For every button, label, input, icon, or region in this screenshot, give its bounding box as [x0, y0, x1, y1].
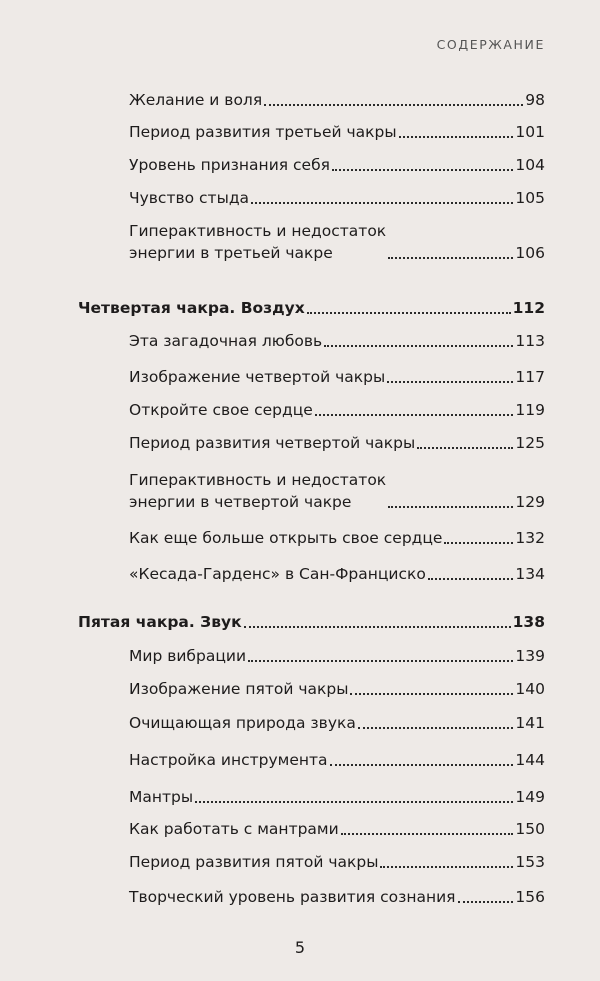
toc-entry-title: Изображение пятой чакры — [129, 680, 349, 698]
dot-leader — [428, 578, 514, 580]
dot-leader — [315, 414, 514, 416]
toc-entry — [129, 818, 545, 840]
toc-chapter-page: 112 — [512, 299, 545, 317]
toc-chapter-title: Четвертая чакра. Воздух — [78, 299, 305, 317]
toc-entry-title: Изображение четвертой чакры — [129, 368, 386, 386]
toc-entry-title: Чувство стыда — [129, 189, 250, 207]
toc-entry-page: 117 — [515, 368, 545, 386]
toc-chapter-title: Пятая чакра. Звук — [78, 613, 242, 631]
toc-entry — [129, 154, 545, 176]
toc-entry-page: 150 — [515, 820, 545, 838]
toc-entry — [129, 432, 545, 454]
toc-entry-page: 156 — [515, 888, 545, 906]
toc-entry-page: 101 — [515, 123, 545, 141]
toc-chapter — [78, 297, 545, 319]
dot-leader — [195, 801, 513, 803]
dot-leader — [244, 626, 511, 628]
toc-entry-title: Гиперактивность и недостаток энергии в третьей чакре — [129, 222, 387, 262]
toc-entry — [129, 749, 545, 771]
toc-entry — [129, 330, 545, 352]
toc-entry — [129, 645, 545, 667]
toc-entry-title: Гиперактивность и недостаток энергии в четвертой чакре — [129, 471, 387, 511]
dot-leader — [248, 660, 513, 662]
dot-leader — [387, 381, 513, 383]
toc-entry-page: 134 — [515, 565, 545, 583]
toc-entry-title: Как еще больше открыть свое сердце — [129, 529, 443, 547]
toc-entry — [129, 220, 545, 264]
toc-entry-page: 113 — [515, 332, 545, 350]
toc-entry — [129, 121, 545, 143]
toc-entry-title: Период развития четвертой чакры — [129, 434, 416, 452]
toc-entry-page: 153 — [515, 853, 545, 871]
toc-entry-title: Откройте свое сердце — [129, 401, 313, 419]
toc-entry-page: 119 — [515, 401, 545, 419]
dot-leader — [251, 202, 513, 204]
toc-entry-title: Мир вибрации — [129, 647, 247, 665]
toc-entry-page: 104 — [515, 156, 545, 174]
dot-leader — [324, 345, 513, 347]
toc-entry-title: Очищающая природа звука — [129, 714, 356, 732]
toc-entry — [129, 851, 545, 873]
dot-leader — [264, 104, 523, 106]
toc-entry-page: 141 — [515, 714, 545, 732]
toc-entry-page: 98 — [525, 91, 545, 109]
dot-leader — [417, 447, 513, 449]
toc-entry — [129, 469, 545, 513]
toc-entry-title: «Кесада-Гарденс» в Сан-Франциско — [129, 565, 426, 583]
toc-entry-title: Период развития третьей чакры — [129, 123, 397, 141]
dot-leader — [350, 693, 513, 695]
toc-entry-title: Уровень признания себя — [129, 156, 330, 174]
toc-entry — [129, 563, 545, 585]
toc-entry-page: 132 — [515, 529, 545, 547]
toc-entry-title: Желание и воля — [129, 91, 263, 109]
toc-entry-title: Творческий уровень развития сознания — [129, 888, 456, 906]
dot-leader — [380, 866, 513, 868]
toc-entry-page: 149 — [515, 788, 545, 806]
dot-leader — [307, 312, 511, 314]
toc-entry-title: Настройка инструмента — [129, 751, 328, 769]
toc-entry-page: 139 — [515, 647, 545, 665]
toc-entry-page: 105 — [515, 189, 545, 207]
dot-leader — [332, 169, 513, 171]
toc-entry-title: Как работать с мантрами — [129, 820, 339, 838]
page-number: 5 — [294, 938, 306, 957]
toc-entry — [129, 786, 545, 808]
toc-entry-page: 140 — [515, 680, 545, 698]
toc-entry-title: Мантры — [129, 788, 194, 806]
dot-leader — [388, 257, 513, 259]
dot-leader — [388, 506, 513, 508]
toc-entry-page: 144 — [515, 751, 545, 769]
toc-entry — [129, 712, 545, 734]
toc-entry — [129, 89, 545, 111]
toc-entry — [129, 886, 545, 908]
toc-chapter-page: 138 — [512, 613, 545, 631]
dot-leader — [399, 136, 514, 138]
dot-leader — [458, 901, 514, 903]
dot-leader — [358, 727, 514, 729]
toc-entry — [129, 527, 545, 549]
toc-entry-title: Период развития пятой чакры — [129, 853, 379, 871]
toc-entry — [129, 187, 545, 209]
dot-leader — [444, 542, 513, 544]
toc-entry-page: 125 — [515, 434, 545, 452]
toc-entry-page: 106 — [515, 244, 545, 262]
running-header: СОДЕРЖАНИЕ — [436, 37, 545, 52]
dot-leader — [341, 833, 514, 835]
toc-entry — [129, 678, 545, 700]
toc-entry — [129, 399, 545, 421]
dot-leader — [330, 764, 514, 766]
toc-chapter — [78, 611, 545, 633]
toc-entry-title: Эта загадочная любовь — [129, 332, 323, 350]
toc-entry-page: 129 — [515, 493, 545, 511]
toc-entry — [129, 366, 545, 388]
